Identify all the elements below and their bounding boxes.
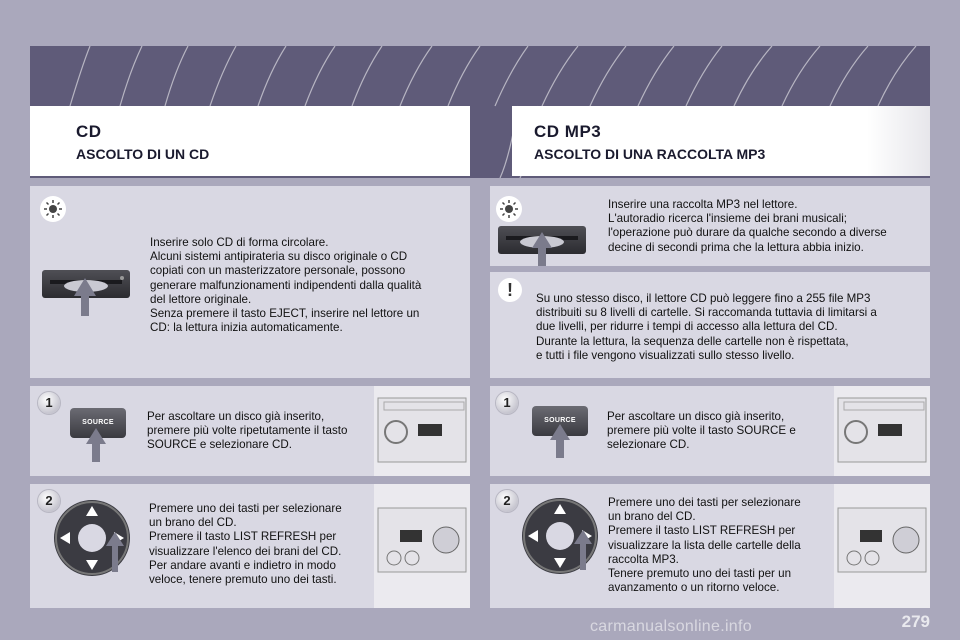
insert-arrow-icon bbox=[532, 232, 552, 266]
press-arrow-icon bbox=[550, 424, 570, 458]
press-arrow-icon bbox=[86, 428, 106, 462]
warning-icon: ! bbox=[498, 278, 522, 302]
lightbulb-icon bbox=[496, 196, 522, 222]
warning-panel-mp3 bbox=[490, 272, 930, 378]
radio-panel-icon bbox=[834, 386, 930, 476]
insert-arrow-icon bbox=[74, 278, 96, 316]
page-number: 279 bbox=[901, 612, 930, 631]
step-number: 1 bbox=[496, 392, 518, 414]
step-number: 2 bbox=[38, 490, 60, 512]
tip-panel-cd bbox=[30, 186, 470, 378]
lightbulb-icon bbox=[40, 196, 66, 222]
title-box-cd-mp3 bbox=[512, 106, 930, 176]
section-title: CD MP3 bbox=[534, 122, 602, 141]
watermark: carmanualsonline.info bbox=[590, 618, 752, 635]
warning-text: Su uno stesso disco, il lettore CD può leggere fino a 255 file MP3 distribuiti su 8 livelli di cartelle. Si raccomanda tuttavia di limitarsi a due livelli, per ridurre i tempi di accesso alla lettura del CD. Durante la lettura, la sequenza delle cartelle non è rispettata, e tutti i file vengono visualizzati sullo stesso livello. bbox=[536, 292, 877, 362]
step-number: 2 bbox=[496, 490, 518, 512]
radio-panel-icon bbox=[834, 484, 930, 608]
tip-panel-mp3 bbox=[490, 186, 930, 266]
section-title: CD bbox=[76, 122, 102, 141]
radio-front-thumbnail bbox=[834, 386, 930, 476]
step-text: Per ascoltare un disco già inserito, premere più volte ripetutamente il tasto SOURCE e selezionare CD. bbox=[147, 410, 348, 452]
section-subtitle: ASCOLTO DI UN CD bbox=[76, 146, 210, 162]
radio-panel-icon bbox=[374, 484, 470, 608]
source-button-illustration: SOURCE bbox=[532, 406, 588, 436]
step-1-panel-mp3 bbox=[490, 386, 930, 476]
tip-text: Inserire una raccolta MP3 nel lettore. L'autoradio ricerca l'insieme dei brani musicali; l'operazione può durare da qualche secondo a diverse decine di secondi prima che la lettura abbia inizio. bbox=[608, 198, 887, 254]
step-text: Premere uno dei tasti per selezionare un brano del CD. Premere il tasto LIST REFRESH per visualizzare la lista delle cartelle della raccolta MP3. Tenere premuto uno dei tasti per un avanzamento o un ritorno veloce. bbox=[608, 496, 801, 595]
radio-panel-icon bbox=[374, 386, 470, 476]
section-subtitle: ASCOLTO DI UNA RACCOLTA MP3 bbox=[534, 146, 766, 162]
radio-front-thumbnail bbox=[374, 484, 470, 608]
step-number: 1 bbox=[38, 392, 60, 414]
press-arrow-icon bbox=[574, 530, 592, 570]
tip-text: Inserire solo CD di forma circolare. Alcuni sistemi antipirateria su disco originale o CD copiati con un masterizzatore personale, possono generare malfunzionamenti indipendenti dalla qualità del lettore originale. Senza premere il tasto EJECT, inserire nel lettore un CD: la lettura inizia automaticamente. bbox=[150, 236, 422, 335]
radio-front-thumbnail bbox=[834, 484, 930, 608]
press-arrow-icon bbox=[106, 532, 124, 572]
step-text: Per ascoltare un disco già inserito, premere più volte il tasto SOURCE e selezionare CD. bbox=[607, 410, 796, 452]
source-button-illustration: SOURCE bbox=[70, 408, 126, 438]
radio-front-thumbnail bbox=[374, 386, 470, 476]
step-1-panel-cd bbox=[30, 386, 470, 476]
step-2-panel-cd bbox=[30, 484, 470, 608]
title-box-cd bbox=[30, 106, 470, 176]
step-2-panel-mp3 bbox=[490, 484, 930, 608]
step-text: Premere uno dei tasti per selezionare un brano del CD. Premere il tasto LIST REFRESH per visualizzare l'elenco dei brani del CD. Per andare avanti e indietro in modo veloce, tenere premuto uno dei tasti. bbox=[149, 502, 342, 587]
